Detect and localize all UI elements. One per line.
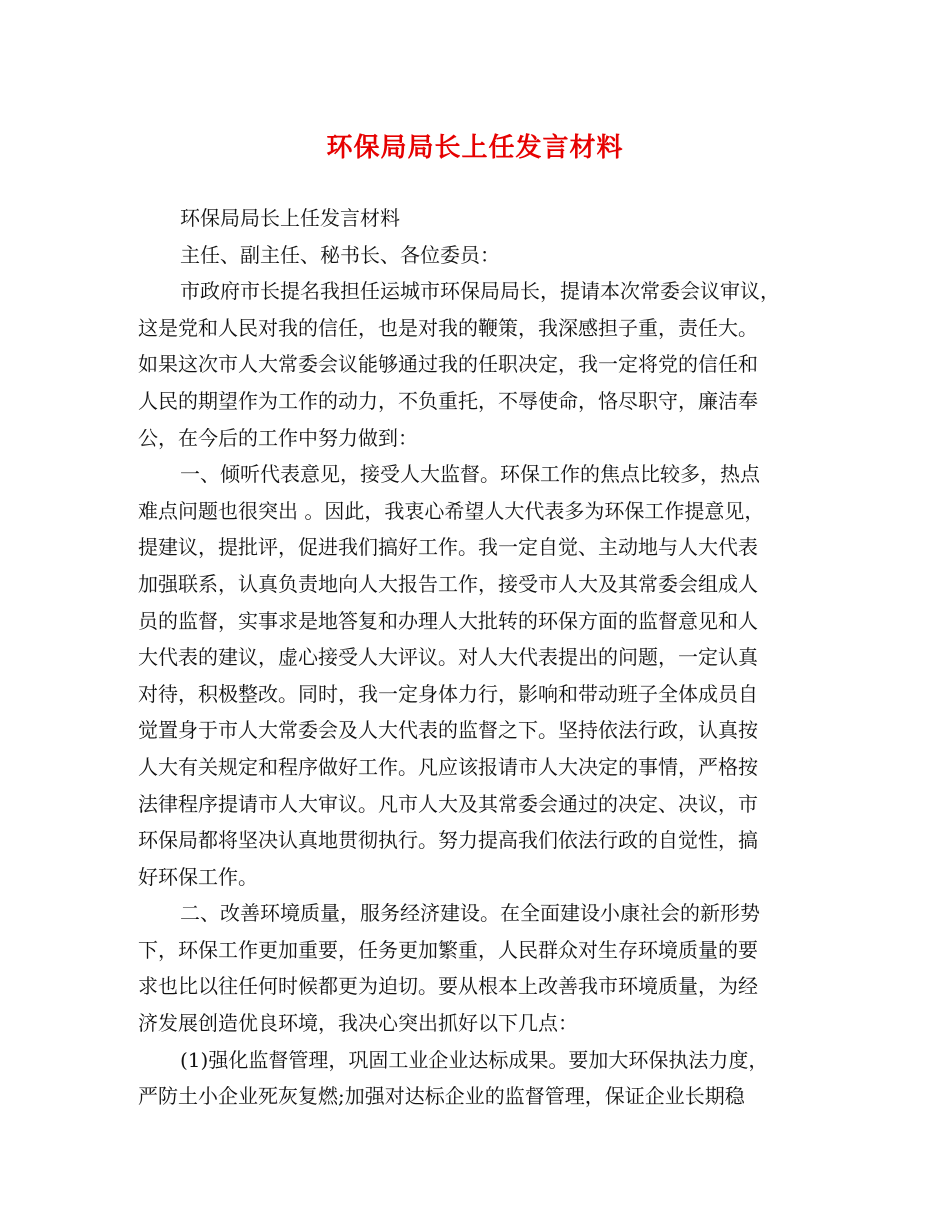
- body-line: 主任、副主任、秘书长、各位委员：: [180, 242, 500, 267]
- body-line: 一、倾听代表意见，接受人大监督。环保工作的焦点比较多，热点: [180, 462, 760, 487]
- body-line: 人大有关规定和程序做好工作。凡应该报请市人大决定的事情，严格按: [138, 754, 758, 779]
- body-line: 市政府市长提名我担任运城市环保局局长，提请本次常委会议审议，: [180, 279, 780, 304]
- body-line: 人民的期望作为工作的动力，不负重托，不辱使命，恪尽职守，廉洁奉: [138, 388, 758, 413]
- body-line: 环保局局长上任发言材料: [180, 206, 400, 230]
- body-line: 法律程序提请市人大审议。凡市人大及其常委会通过的决定、决议，市: [138, 791, 758, 816]
- body-line: 如果这次市人大常委会议能够通过我的任职决定，我一定将党的信任和: [138, 352, 758, 377]
- body-line: 好环保工作。: [138, 864, 258, 889]
- body-line: 难点问题也很突出 。因此，我衷心希望人大代表多为环保工作提意见，: [138, 498, 765, 523]
- body-line: (1)强化监督管理，巩固工业企业达标成果。要加大环保执法力度，: [180, 1047, 769, 1072]
- body-line: 二、改善环境质量，服务经济建设。在全面建设小康社会的新形势: [180, 901, 760, 926]
- body-line: 这是党和人民对我的信任，也是对我的鞭策，我深感担子重，责任大。: [138, 315, 758, 340]
- body-line: 大代表的建议，虚心接受人大评议。对人大代表提出的问题，一定认真: [138, 645, 758, 670]
- body-line: 下，环保工作更加重要，任务更加繁重，人民群众对生存环境质量的要: [138, 937, 758, 962]
- body-line: 公，在今后的工作中努力做到：: [138, 425, 418, 450]
- document-body: [138, 200, 828, 1115]
- body-line: 严防土小企业死灰复燃;加强对达标企业的监督管理，保证企业长期稳: [138, 1084, 745, 1109]
- body-line: 加强联系，认真负责地向人大报告工作，接受市人大及其常委会组成人: [138, 571, 758, 596]
- body-line: 对待，积极整改。同时，我一定身体力行，影响和带动班子全体成员自: [138, 681, 758, 706]
- body-line: 觉置身于市人大常委会及人大代表的监督之下。坚持依法行政，认真按: [138, 718, 758, 743]
- body-line: 提建议，提批评，促进我们搞好工作。我一定自觉、主动地与人大代表: [138, 535, 758, 560]
- body-line: 员的监督，实事求是地答复和办理人大批转的环保方面的监督意见和人: [138, 608, 758, 633]
- body-line: 求也比以往任何时候都更为迫切。要从根本上改善我市环境质量，为经: [138, 974, 758, 999]
- body-line: 济发展创造优良环境，我决心突出抓好以下几点：: [138, 1011, 578, 1036]
- document-title: 环保局局长上任发言材料: [326, 133, 624, 163]
- body-line: 环保局都将坚决认真地贯彻执行。努力提高我们依法行政的自觉性，搞: [138, 828, 758, 853]
